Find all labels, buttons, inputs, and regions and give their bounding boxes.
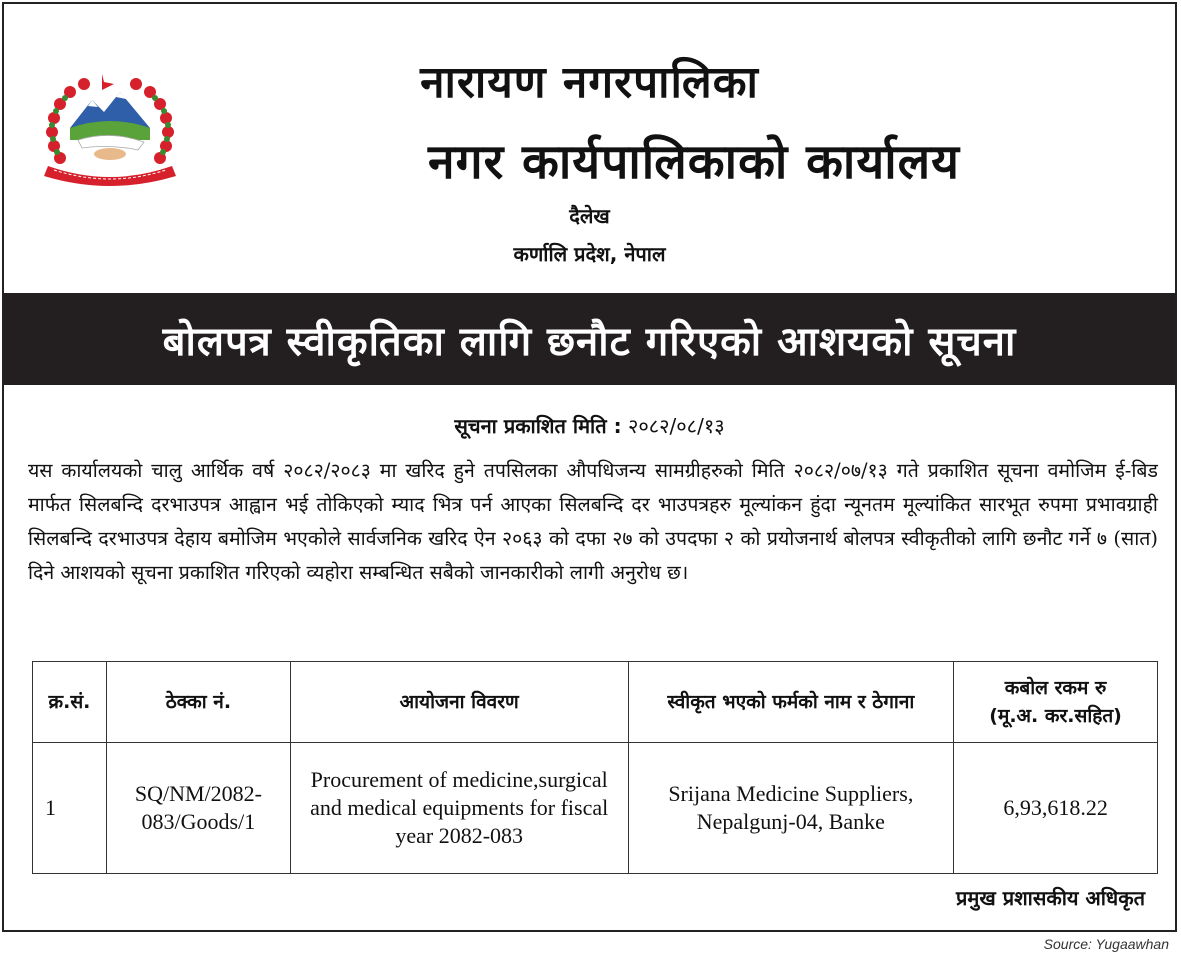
col-header-project: आयोजना विवरण: [290, 662, 628, 743]
col-header-contract-no: ठेक्का नं.: [106, 662, 290, 743]
publication-date: [4, 412, 1175, 439]
cell-contract-no: SQ/NM/2082-083/Goods/1: [106, 743, 290, 874]
notice-body: यस कार्यालयको चालु आर्थिक वर्ष २०८२/२०८३ मा खरिद हुने तपसिलका औपधिजन्य सामग्रीहरुको मिति २०८२/०७/१३ गते प्रकाशित सूचना वमोजिम ई-बिड मार्फत सिलबन्दि दरभाउपत्र आह्वान भई तोकिएको म्याद भित्र पर्न आएका सिलबन्दि दर भाउपत्रहरु मूल्यांकन हुंदा न्यूनतम मूल्यांकित सारभूत रुपमा प्रभावग्राही सिलबन्दि दरभाउपत्र देहाय बमोजिम भएकोले सार्वजनिक खरिद ऐन २०६३ को दफा २७ को उपदफा २ को प्रयोजनार्थ बोलपत्र स्वीकृतीको लागि छनौट गर्ने ७ (सात) दिने आशयको सूचना प्रकाशित गरिएको व्यहोरा सम्बन्धित सबैको जानकारीको लागी अनुरोध छ।: [28, 459, 1158, 584]
table-header-row: [33, 662, 1158, 743]
col-header-sn: क्र.सं.: [33, 662, 107, 743]
cell-amount: 6,93,618.22: [954, 743, 1158, 874]
notice-frame: [2, 2, 1177, 932]
cell-firm: Srijana Medicine Suppliers, Nepalgunj-04, Banke: [628, 743, 954, 874]
col-header-amount-line1: कबोल रकम रु: [1004, 677, 1107, 699]
publication-date-value: २०८२/०८/१३: [627, 414, 725, 438]
cell-sn: 1: [33, 743, 107, 874]
municipality-name: नारायण नगरपालिका: [420, 57, 759, 108]
district-name: दैलेख: [569, 204, 610, 228]
source-credit: Source: Yugaawhan: [1043, 936, 1169, 952]
cell-project: Procurement of medicine,surgical and medical equipments for fiscal year 2082-083: [290, 743, 628, 874]
col-header-amount-line2: (मू.अ. कर.सहित): [989, 705, 1122, 727]
office-name: नगर कार्यपालिकाको कार्यालय: [427, 134, 961, 190]
table-row: [33, 743, 1158, 874]
col-header-amount: [954, 662, 1158, 743]
award-table: [32, 661, 1158, 874]
notice-title-banner: [4, 293, 1175, 385]
signatory-title: प्रमुख प्रशासकीय अधिकृत: [956, 886, 1145, 910]
province-name: कर्णालि प्रदेश, नेपाल: [513, 242, 666, 266]
publication-date-label: सूचना प्रकाशित मिति :: [454, 414, 622, 438]
notice-title: बोलपत्र स्वीकृतिका लागि छनौट गरिएको आशयको सूचना: [162, 318, 1017, 365]
col-header-firm: स्वीकृत भएको फर्मको नाम र ठेगाना: [628, 662, 954, 743]
